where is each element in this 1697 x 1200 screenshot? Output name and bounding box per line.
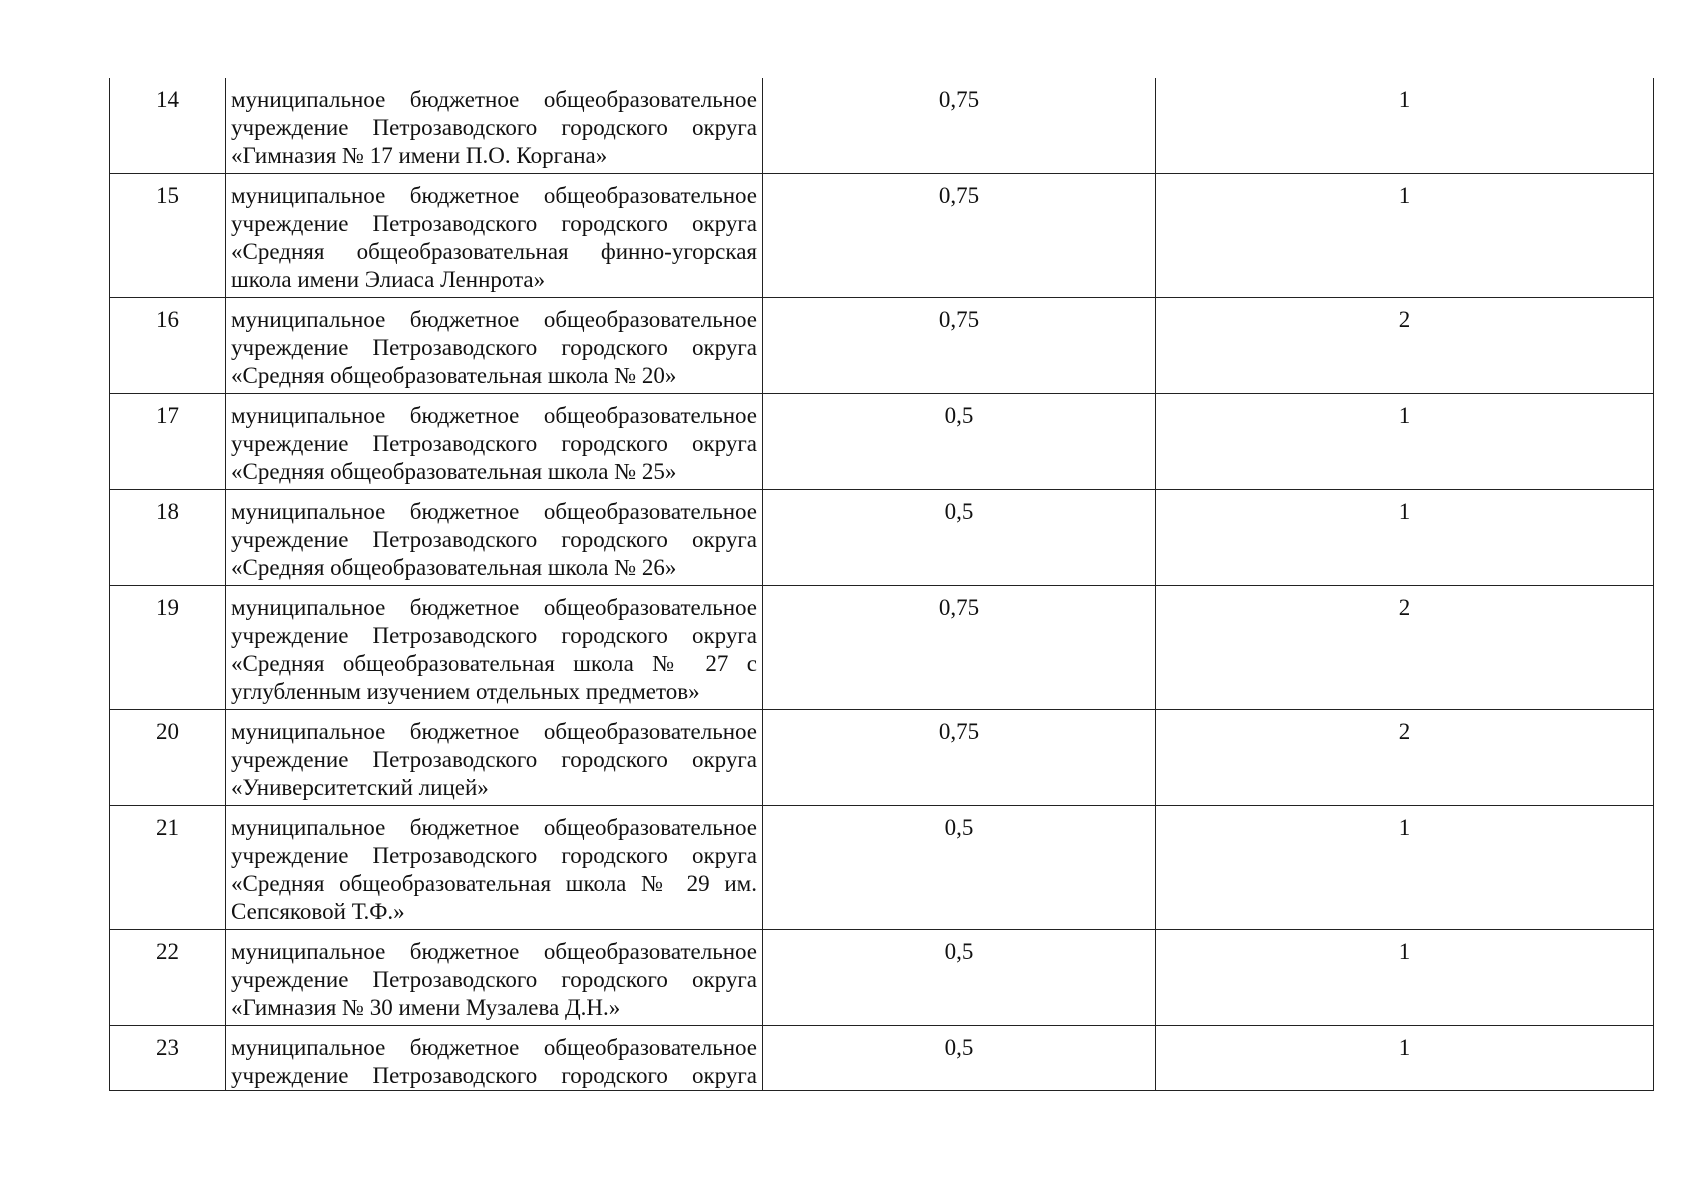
table-row	[110, 174, 1654, 298]
institution-name-line: «Средняя общеобразовательная школа № 20»	[231, 363, 677, 388]
institution-name-line: «Средняя общеобразовательная школа № 29 им.	[231, 871, 757, 896]
institution-name-cell	[226, 1026, 763, 1091]
institution-name-cell	[226, 930, 763, 1026]
institution-name-text	[231, 86, 757, 170]
institution-name-line: муниципальное бюджетное общеобразовательное	[231, 403, 757, 428]
institution-name-text	[231, 718, 757, 802]
institution-name-line: учреждение Петрозаводского городского округа	[231, 115, 757, 140]
count-cell: 1	[1156, 1026, 1654, 1091]
rate-cell: 0,75	[763, 586, 1156, 710]
institution-name-line: «Средняя общеобразовательная школа № 25»	[231, 459, 677, 484]
count-cell: 1	[1156, 490, 1654, 586]
rate-cell: 0,5	[763, 806, 1156, 930]
table-row	[110, 490, 1654, 586]
institution-name-line: муниципальное бюджетное общеобразовательное	[231, 595, 757, 620]
institution-name-text	[231, 594, 757, 706]
row-number-cell: 16	[110, 298, 226, 394]
institution-name-text	[231, 498, 757, 582]
rate-cell: 0,5	[763, 1026, 1156, 1091]
table-row	[110, 710, 1654, 806]
rate-cell: 0,5	[763, 394, 1156, 490]
institution-name-cell	[226, 298, 763, 394]
institution-name-line: муниципальное бюджетное общеобразовательное	[231, 87, 757, 112]
row-number-cell: 20	[110, 710, 226, 806]
institution-name-cell	[226, 78, 763, 174]
institution-name-cell	[226, 806, 763, 930]
rate-cell: 0,75	[763, 298, 1156, 394]
institution-name-line: муниципальное бюджетное общеобразовательное	[231, 183, 757, 208]
count-cell: 1	[1156, 930, 1654, 1026]
institution-name-line: «Гимназия № 30 имени Музалева Д.Н.»	[231, 995, 621, 1020]
institution-name-line: муниципальное бюджетное общеобразовательное	[231, 815, 757, 840]
rate-cell: 0,75	[763, 174, 1156, 298]
institution-name-line: муниципальное бюджетное общеобразовательное	[231, 1035, 757, 1060]
institution-name-line: муниципальное бюджетное общеобразовательное	[231, 307, 757, 332]
count-cell: 2	[1156, 586, 1654, 710]
rate-cell: 0,75	[763, 78, 1156, 174]
count-cell: 1	[1156, 78, 1654, 174]
table-row	[110, 930, 1654, 1026]
rate-cell: 0,75	[763, 710, 1156, 806]
rate-cell: 0,5	[763, 930, 1156, 1026]
institution-name-text	[231, 938, 757, 1022]
count-cell: 1	[1156, 174, 1654, 298]
institution-name-line: углубленным изучением отдельных предметов»	[231, 679, 700, 704]
institution-name-line: учреждение Петрозаводского городского округа	[231, 1063, 757, 1088]
table-row	[110, 1026, 1654, 1091]
institution-name-line: учреждение Петрозаводского городского округа	[231, 431, 757, 456]
institution-name-line: учреждение Петрозаводского городского округа	[231, 623, 757, 648]
institution-name-line: «Средняя общеобразовательная школа № 26»	[231, 555, 677, 580]
table-row	[110, 78, 1654, 174]
row-number-cell: 22	[110, 930, 226, 1026]
institution-name-line: учреждение Петрозаводского городского округа	[231, 843, 757, 868]
institution-name-line: «Средняя общеобразовательная финно-угорская	[231, 239, 757, 264]
table-row	[110, 394, 1654, 490]
institution-name-line: учреждение Петрозаводского городского округа	[231, 335, 757, 360]
institution-name-line: «Средняя общеобразовательная школа № 27 с	[231, 651, 757, 676]
institution-name-text	[231, 402, 757, 486]
count-cell: 2	[1156, 710, 1654, 806]
count-cell: 2	[1156, 298, 1654, 394]
institution-name-line: муниципальное бюджетное общеобразовательное	[231, 719, 757, 744]
row-number-cell: 14	[110, 78, 226, 174]
institution-name-cell	[226, 586, 763, 710]
institution-name-text	[231, 1034, 757, 1090]
institution-name-line: учреждение Петрозаводского городского округа	[231, 211, 757, 236]
row-number-cell: 23	[110, 1026, 226, 1091]
institution-name-line: школа имени Элиаса Леннрота»	[231, 267, 546, 292]
row-number-cell: 15	[110, 174, 226, 298]
rate-cell: 0,5	[763, 490, 1156, 586]
institution-name-line: учреждение Петрозаводского городского округа	[231, 967, 757, 992]
row-number-cell: 17	[110, 394, 226, 490]
institution-name-cell	[226, 394, 763, 490]
institution-name-line: «Гимназия № 17 имени П.О. Коргана»	[231, 143, 608, 168]
institution-name-cell	[226, 174, 763, 298]
row-number-cell: 19	[110, 586, 226, 710]
institution-name-line: Сепсяковой Т.Ф.»	[231, 899, 405, 924]
institution-name-cell	[226, 710, 763, 806]
table-row	[110, 806, 1654, 930]
institution-name-text	[231, 182, 757, 294]
row-number-cell: 18	[110, 490, 226, 586]
institution-name-line: муниципальное бюджетное общеобразовательное	[231, 499, 757, 524]
institution-name-line: муниципальное бюджетное общеобразовательное	[231, 939, 757, 964]
institution-name-line: учреждение Петрозаводского городского округа	[231, 527, 757, 552]
institution-name-cell	[226, 490, 763, 586]
row-number-cell: 21	[110, 806, 226, 930]
table-body	[110, 78, 1654, 1091]
count-cell: 1	[1156, 806, 1654, 930]
table-row	[110, 298, 1654, 394]
institution-name-text	[231, 814, 757, 926]
institutions-table	[109, 78, 1654, 1091]
institution-name-line: «Университетский лицей»	[231, 775, 489, 800]
count-cell: 1	[1156, 394, 1654, 490]
institution-name-line: учреждение Петрозаводского городского округа	[231, 747, 757, 772]
table-row	[110, 586, 1654, 710]
institution-name-text	[231, 306, 757, 390]
